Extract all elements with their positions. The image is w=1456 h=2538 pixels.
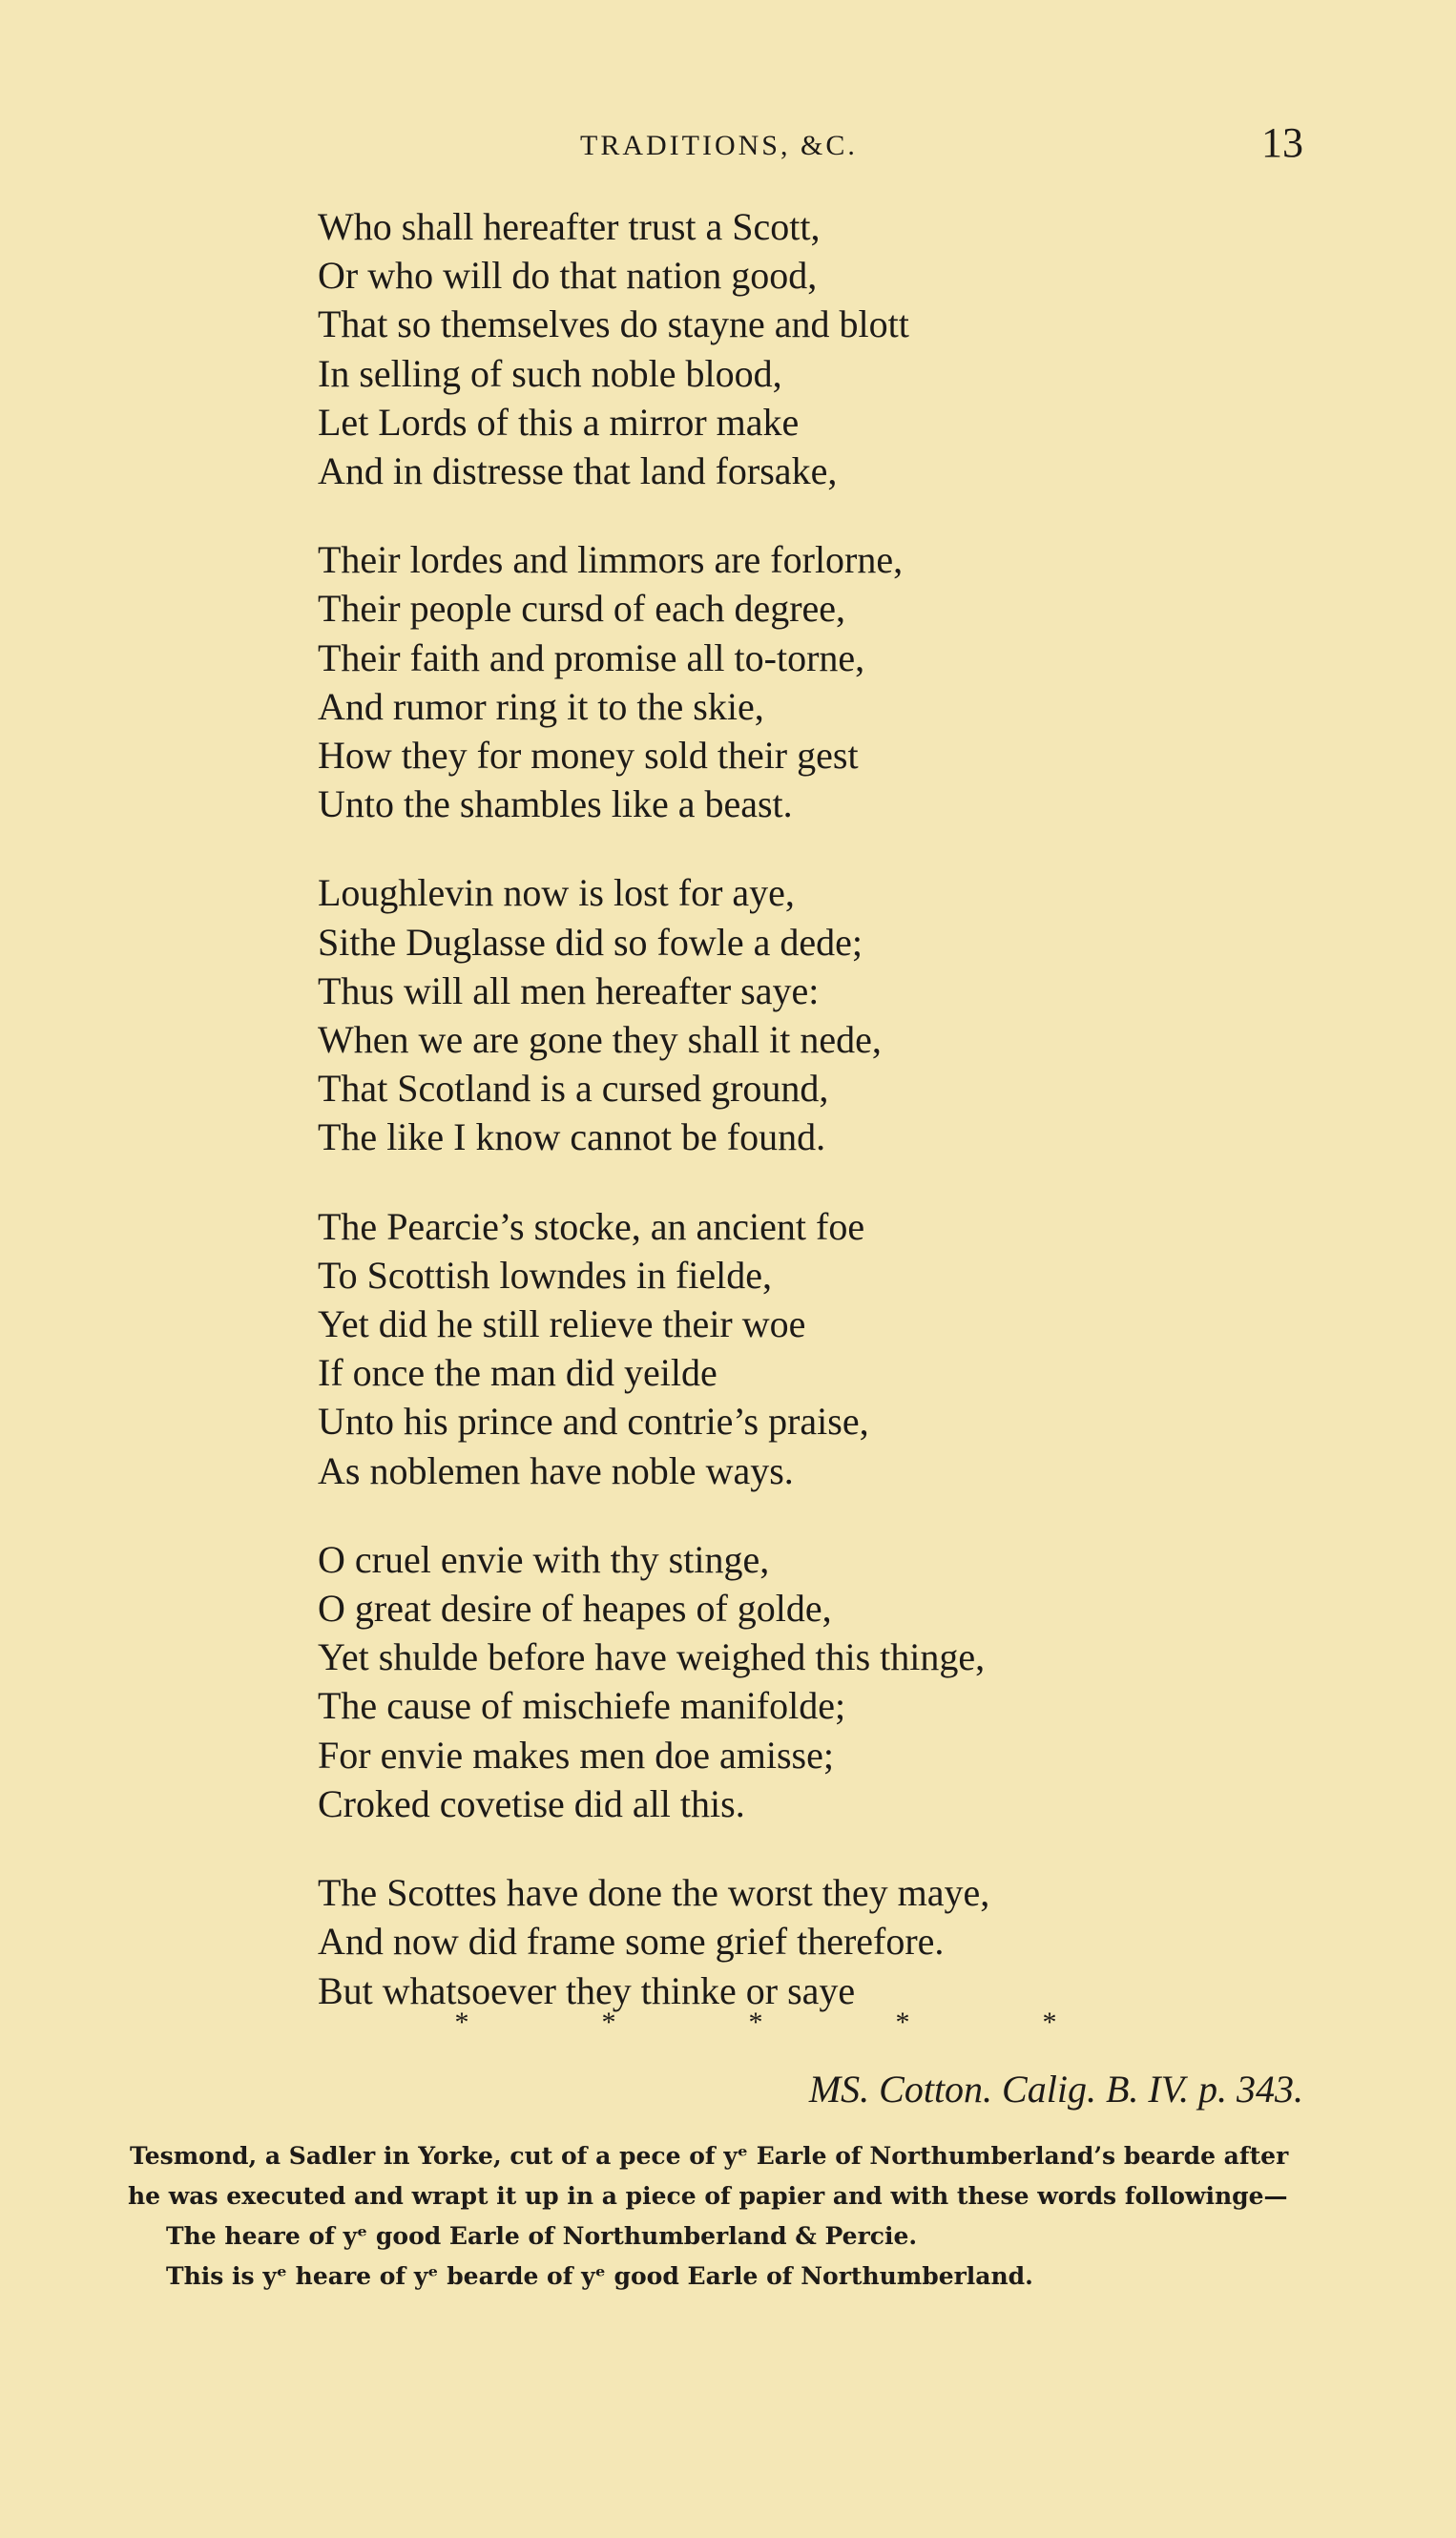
verse-line: How they for money sold their gest xyxy=(318,734,859,778)
verse-line: The Scottes have done the worst they maye, xyxy=(318,1871,990,1915)
stanza-1 xyxy=(318,202,1272,495)
verse-line: Their faith and promise all to-torne, xyxy=(318,635,865,679)
asterisk: * xyxy=(748,2007,763,2038)
verse-line: For envie makes men doe amisse; xyxy=(318,1733,834,1777)
verse-line: Thus will all men hereafter saye: xyxy=(318,968,820,1012)
stanza-3 xyxy=(318,868,1272,1161)
verse-line: Unto his prince and contrie’s praise, xyxy=(318,1400,869,1444)
verse-line: That Scotland is a cursed ground, xyxy=(318,1067,829,1111)
verse-line: The Pearcie’s stocke, an ancient foe xyxy=(318,1204,865,1248)
verse-line: Who shall hereafter trust a Scott, xyxy=(318,205,821,248)
verse-line: And rumor ring it to the skie, xyxy=(318,684,764,728)
page-number: 13 xyxy=(1261,119,1303,166)
verse-line: Croked covetise did all this. xyxy=(318,1781,745,1825)
manuscript-citation: MS. Cotton. Calig. B. IV. p. 343. xyxy=(808,2068,1303,2111)
verse-line: Their lordes and limmors are forlorne, xyxy=(318,538,904,582)
verse-line: The like I know cannot be found. xyxy=(318,1115,826,1159)
footnote-line: The heare of yᵉ good Earle of Northumberland & Percie. xyxy=(166,2222,918,2250)
verse-line: Their people cursd of each degree, xyxy=(318,587,846,631)
verse-line: Let Lords of this a mirror make xyxy=(318,400,800,444)
footnote xyxy=(130,2136,1313,2297)
verse-line: Or who will do that nation good, xyxy=(318,254,818,298)
footnote-line: Tesmond, a Sadler in Yorke, cut of a pece of yᵉ Earle of Northumberland’s bearde after xyxy=(130,2142,1289,2170)
asterisk: * xyxy=(454,2007,469,2038)
verse-line: O cruel envie with thy stinge, xyxy=(318,1537,770,1581)
asterisk: * xyxy=(1042,2007,1057,2038)
stanza-5 xyxy=(318,1535,1272,1828)
stanza-2 xyxy=(318,535,1272,828)
verse-line: Yet shulde before have weighed this thinge, xyxy=(318,1635,986,1679)
verse-line: O great desire of heapes of golde, xyxy=(318,1587,832,1631)
verse-line: And now did frame some grief therefore. xyxy=(318,1920,945,1964)
footnote-line: This is yᵉ heare of yᵉ bearde of yᵉ good Earle of Northumberland. xyxy=(166,2262,1033,2290)
verse-line: And in distresse that land forsake, xyxy=(318,449,838,493)
verse-line: If once the man did yeilde xyxy=(318,1351,718,1395)
stanza-6 xyxy=(318,1868,1272,2015)
verse-line: Sithe Duglasse did so fowle a dede; xyxy=(318,920,863,964)
poem xyxy=(318,202,1272,2055)
verse-line: Unto the shambles like a beast. xyxy=(318,782,793,826)
verse-line: When we are gone they shall it nede, xyxy=(318,1018,882,1062)
ellipsis-asterisks xyxy=(450,2007,1061,2039)
asterisk: * xyxy=(601,2007,616,2038)
verse-line: Yet did he still relieve their woe xyxy=(318,1302,806,1346)
verse-line: But whatsoever they thinke or saye xyxy=(318,1968,856,2012)
verse-line: In selling of such noble blood, xyxy=(318,351,782,395)
verse-line: Loughlevin now is lost for aye, xyxy=(318,871,795,915)
stanza-4 xyxy=(318,1202,1272,1495)
running-title: TRADITIONS, &C. xyxy=(580,130,858,161)
asterisk: * xyxy=(895,2007,910,2038)
verse-line: That so themselves do stayne and blott xyxy=(318,302,909,346)
running-head xyxy=(0,118,1456,176)
verse-line: The cause of mischiefe manifolde; xyxy=(318,1684,846,1728)
footnote-line: he was executed and wrapt it up in a piece of papier and with these words followinge— xyxy=(128,2182,1288,2210)
verse-line: As noblemen have noble ways. xyxy=(318,1448,794,1492)
verse-line: To Scottish lowndes in fielde, xyxy=(318,1253,773,1297)
